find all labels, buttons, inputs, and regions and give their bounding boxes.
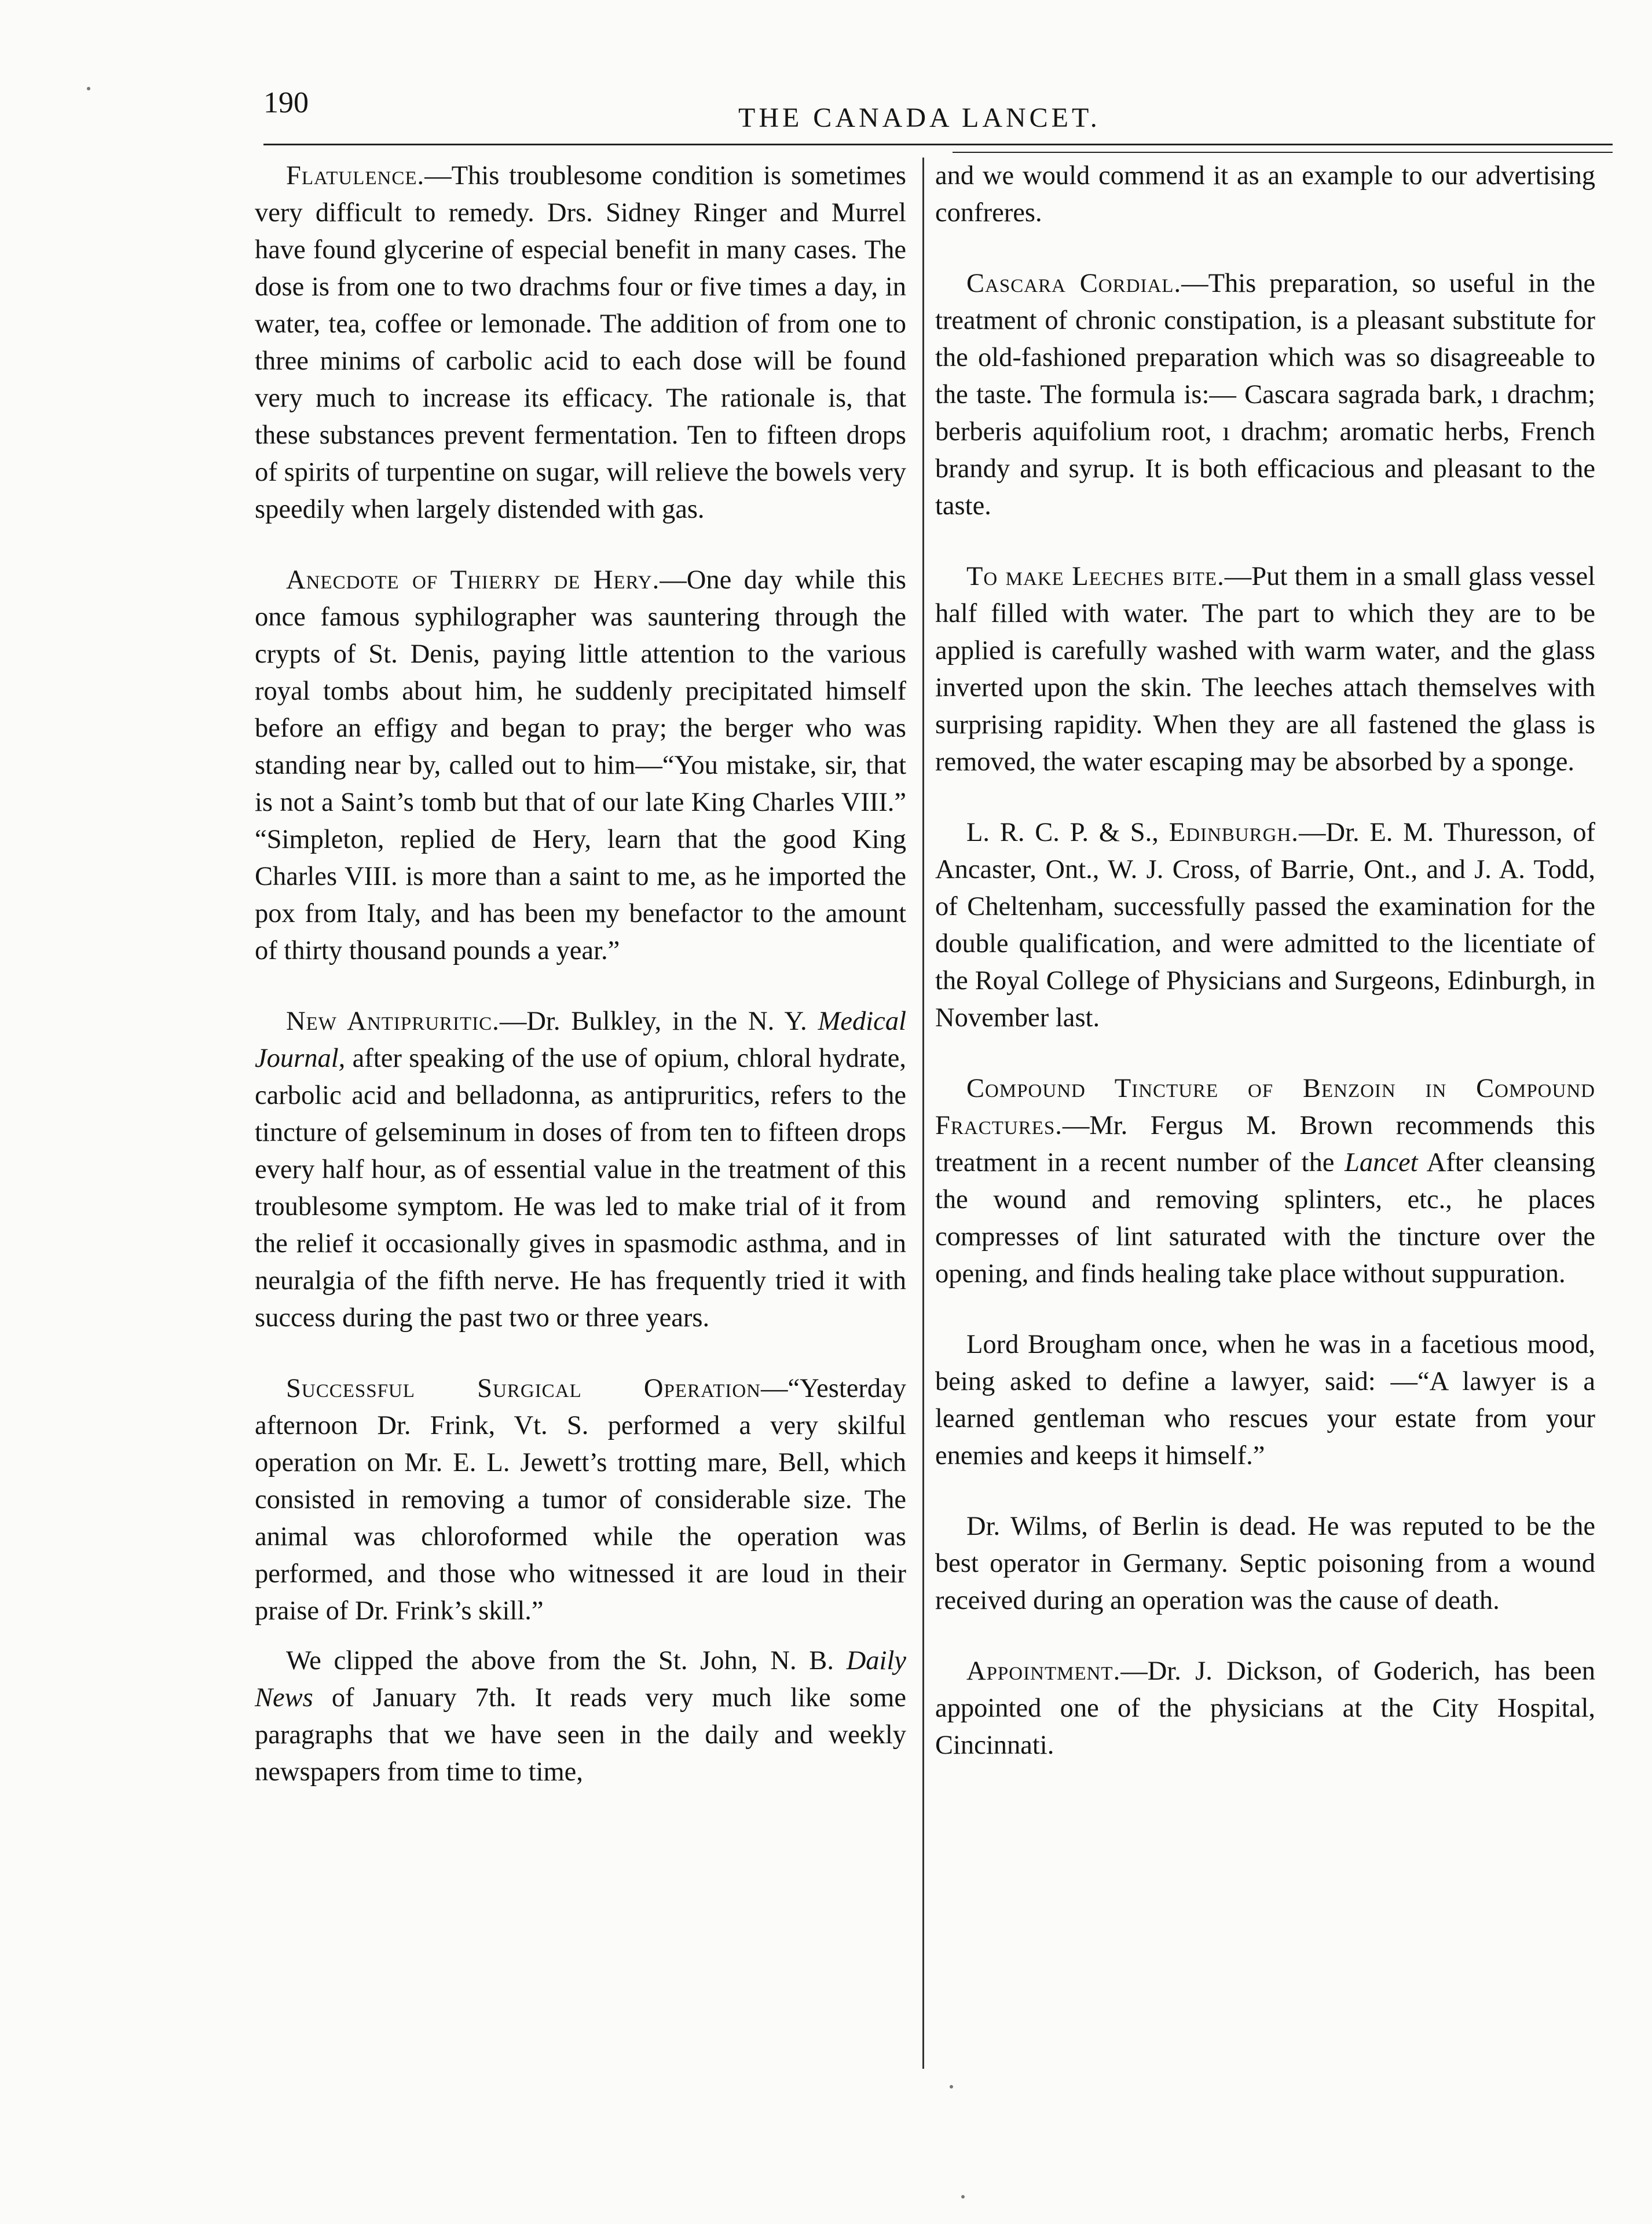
article-antipruritic	[255, 1003, 906, 1337]
article-text: —One day while this once famous syphilographer was sauntering through the crypts of St. Denis, paying little attention to the various royal tombs about him, he suddenly precipitated himself before an effigy and began to pray; the berger who was standing near by, called out to him—“You mistake, sir, that is not a Saint’s tomb but that of our late King Charles VIII.” “Simpleton, replied de Hery, learn that the good King Charles VIII. is more than a saint to me, as he imported the pox from Italy, and has been my benefactor to the amount of thirty thousand pounds a year.”	[255, 565, 906, 965]
article-surgical	[255, 1370, 906, 1630]
article-heading: Successful Surgical Operation	[286, 1374, 761, 1403]
article-heading: Compound Tincture of Benzoin in Compound Fractures.	[935, 1074, 1595, 1140]
scan-speck	[961, 2195, 965, 2199]
article-continuation: and we would commend it as an example to our advertising confreres.	[935, 161, 1595, 228]
article-text: —Dr. J. Dickson, of Goderich, has been appointed one of the physicians at the City Hospital, Cincinnati.	[935, 1656, 1595, 1760]
article-text: —Dr. E. M. Thuresson, of Ancaster, Ont., W. J. Cross, of Barrie, Ont., and J. A. Todd, of Cheltenham, successfully passed the examination for the double qualification, and were admitted to the licentiate of the Royal College of Physicians and Surgeons, Edinburgh, in November last.	[935, 818, 1596, 1033]
article-brougham: Lord Brougham once, when he was in a facetious mood, being asked to define a lawyer, said: —“A lawyer is a learned gentleman who rescues your estate from your enemies and keeps it himself.”	[935, 1330, 1595, 1471]
scan-speck	[87, 87, 90, 90]
article-clipped	[255, 1643, 906, 1791]
article-heading: Edinburgh.	[1169, 818, 1299, 847]
header-rule-secondary	[953, 152, 1613, 153]
article-heading: Flatulence.	[286, 161, 425, 191]
article-text: —This troublesome condition is sometimes very difficult to remedy. Drs. Sidney Ringer and Murrel have found glycerine of especial benefit in many cases. The dose is from one to two drachms four or five times a day, in water, tea, coffee or lemonade. The addition of from one to three minims of carbolic acid to each dose will be found very much to increase its efficacy. The rationale is, that these substances prevent fermentation. Ten to fifteen drops of spirits of turpentine on sugar, will relieve the bowels very speedily when largely distended with gas.	[255, 161, 906, 524]
article-heading: Appointment.	[966, 1656, 1121, 1686]
right-column	[935, 158, 1595, 1798]
journal-name: Medical Journal,	[255, 1007, 906, 1073]
article-heading: Cascara Cordial.	[966, 269, 1182, 298]
journal-title: THE CANADA LANCET.	[738, 103, 1101, 133]
article-wilms: Dr. Wilms, of Berlin is dead. He was reputed to be the best operator in Germany. Septic poisoning from a wound received during an operation was the cause of death.	[935, 1512, 1595, 1615]
article-flatulence	[255, 158, 906, 528]
article-text: —This preparation, so useful in the treatment of chronic constipation, is a pleasant substitute for the old-fashioned preparation which was so disagreeable to the taste. The formula is:— Cascara sagrada bark, ı drachm; berberis aquifolium root, ı drachm; aromatic herbs, French brandy and syrup. It is both efficacious and pleasant to the taste.	[935, 269, 1595, 521]
newspaper-name: Daily News	[255, 1646, 906, 1713]
article-text: —Put them in a small glass vessel half filled with water. The part to which they are to be applied is carefully washed with warm water, and the glass inverted upon the skin. The leeches attach themselves with surprising rapidity. When they are all fastened the glass is removed, the water escaping may be absorbed by a sponge.	[935, 562, 1595, 777]
article-text: —“Yesterday afternoon Dr. Frink, Vt. S. performed a very skilful operation on Mr. E. L. Jewett’s trotting mare, Bell, which consisted in removing a tumor of considerable size. The animal was chloroformed while the operation was performed, and those who witnessed it are loud in their praise of Dr. Frink’s skill.”	[255, 1374, 906, 1626]
scan-speck	[950, 2085, 953, 2088]
column-divider	[922, 158, 924, 2069]
page-number: 190	[263, 86, 309, 119]
article-text: We clipped the above from the St. John, N. B.	[286, 1646, 847, 1676]
article-anecdote	[255, 562, 906, 970]
article-text: of January 7th. It reads very much like some paragraphs that we have seen in the daily and weekly newspapers from time to time,	[255, 1683, 906, 1787]
header-rule	[263, 144, 1613, 145]
article-text: —Dr. Bulkley, in the N. Y.	[499, 1007, 818, 1036]
left-column	[255, 158, 906, 1824]
article-benzoin	[935, 1070, 1595, 1293]
article-lrcp	[935, 814, 1595, 1037]
article-text: After cleansing the wound and removing splinters, etc., he places compresses of lint saturated with the tincture over the opening, and finds healing take place without suppuration.	[935, 1148, 1595, 1289]
article-heading-plain: L. R. C. P. & S.,	[966, 818, 1169, 847]
article-text: —Mr. Fergus M. Brown recommends this treatment in a recent number of the	[935, 1111, 1595, 1177]
page-header	[263, 81, 1613, 145]
article-heading: To make Leeches bite.	[966, 562, 1225, 591]
article-appointment	[935, 1653, 1595, 1764]
article-heading: New Antipruritic.	[286, 1007, 500, 1036]
article-text: after speaking of the use of opium, chloral hydrate, carbolic acid and belladonna, as antipruritics, refers to the tincture of gelseminum in doses of from ten to fifteen drops every half hour, as of essential value in the treatment of this troublesome symptom. He was led to make trial of it from the relief it occasionally gives in spasmodic asthma, and in neuralgia of the fifth nerve. He has frequently tried it with success during the past two or three years.	[255, 1044, 906, 1333]
journal-name: Lancet	[1345, 1148, 1418, 1177]
article-heading: Anecdote of Thierry de Hery.	[286, 565, 660, 595]
article-leeches	[935, 558, 1595, 781]
article-cascara	[935, 265, 1595, 525]
